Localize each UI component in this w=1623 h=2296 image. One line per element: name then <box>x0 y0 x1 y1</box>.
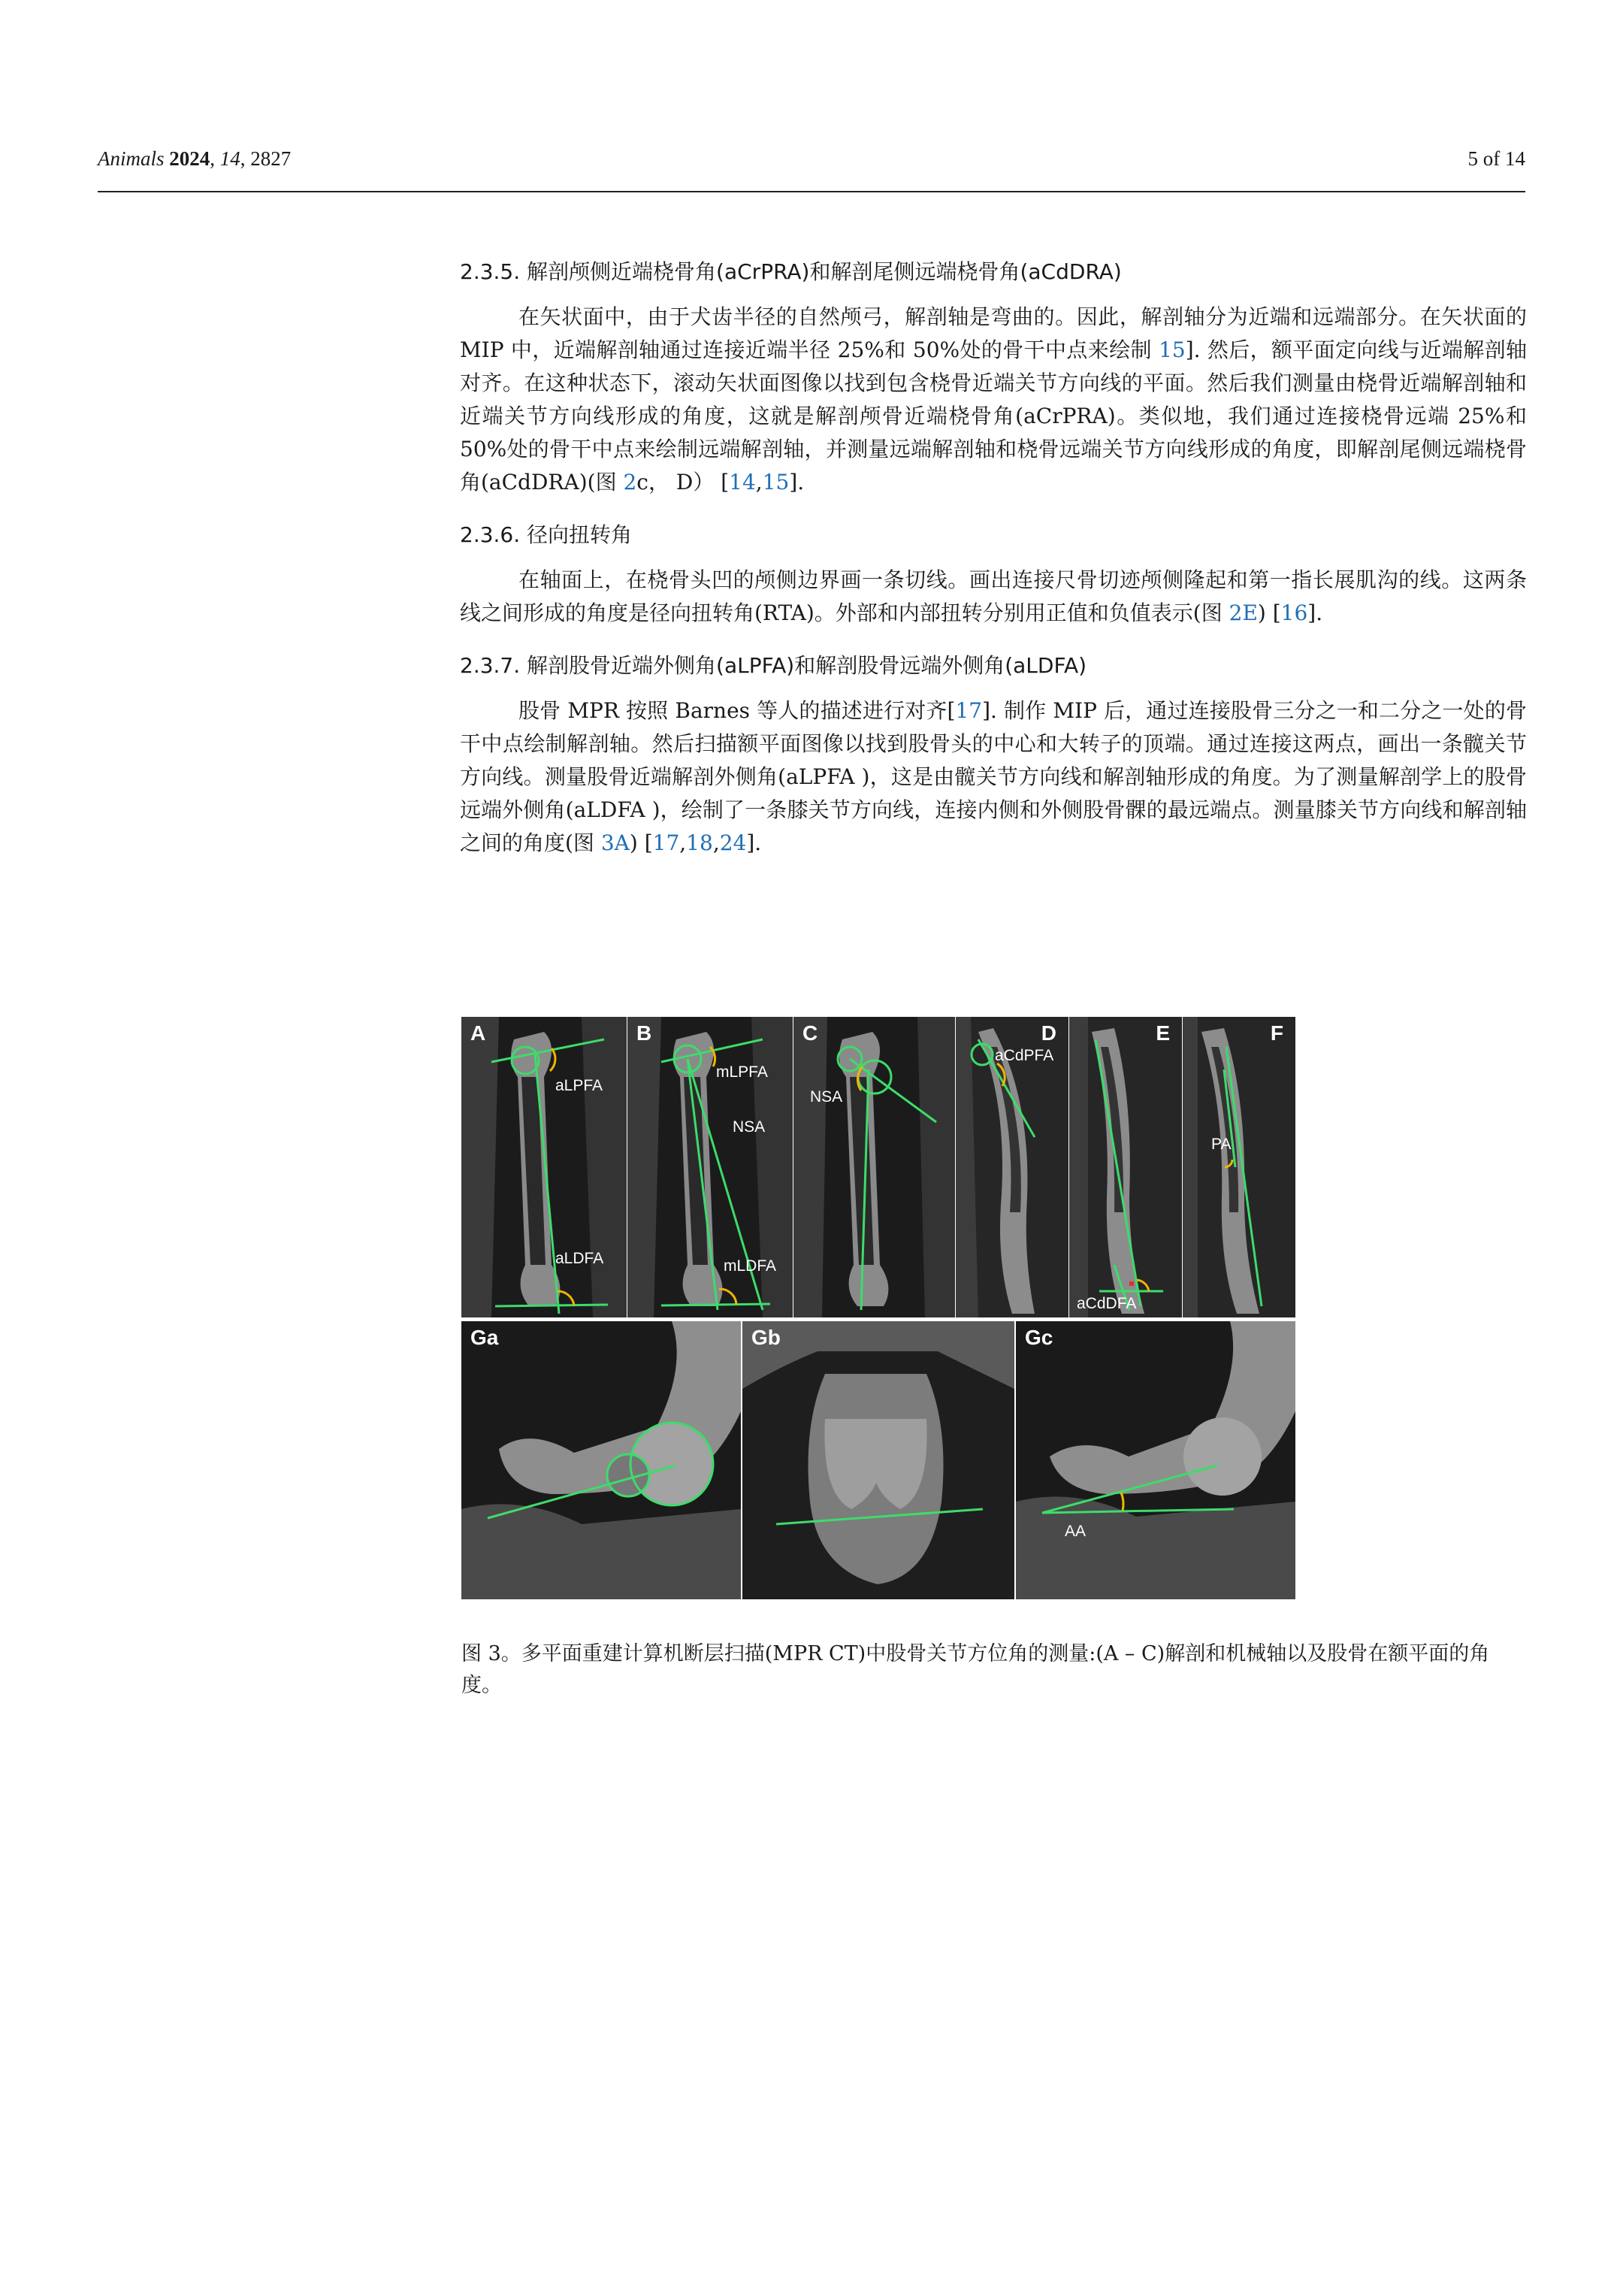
panel-gb-image <box>742 1321 1014 1599</box>
panel-label-f: F <box>1270 1021 1283 1045</box>
panel-label-ga: Ga <box>470 1326 499 1349</box>
panel-a-image <box>461 1017 627 1317</box>
panel-c <box>793 1017 955 1317</box>
panel-d <box>956 1017 1068 1317</box>
panel-label-d: D <box>1041 1021 1056 1045</box>
paragraph-text: , <box>712 830 720 855</box>
figure-3 <box>461 1017 1310 1611</box>
panel-f <box>1183 1017 1295 1317</box>
journal-name: Animals <box>98 147 165 170</box>
label-nsa-b: NSA <box>733 1118 766 1136</box>
citation-link[interactable]: 17 <box>955 698 983 723</box>
section-heading-2-3-6: 2.3.6. 径向扭转角 <box>460 522 633 547</box>
citation-link[interactable]: 15 <box>762 470 790 495</box>
paragraph-text: 在矢状面中，由于犬齿半径的自然颅弓，解剖轴是弯曲的。因此，解剖轴分为近端和远端部分。在矢状面的 MIP 中，近端解剖轴通过连接近端半径 25%和 50%处的骨干中点来绘制 <box>460 304 1527 362</box>
citation-link[interactable]: 2 <box>623 470 637 495</box>
label-mlpfa: mLPFA <box>716 1063 768 1081</box>
section-paragraph-2-3-7 <box>460 694 1527 860</box>
panel-label-e: E <box>1156 1021 1170 1045</box>
paragraph-text: , <box>755 470 763 495</box>
section-heading-2-3-7: 2.3.7. 解剖股骨近端外侧角(aLPFA)和解剖股骨远端外侧角(aLDFA) <box>460 653 1087 678</box>
figure-caption: 图 3。多平面重建计算机断层扫描(MPR CT)中股骨关节方位角的测量:(A – C)解剖和机械轴以及股骨在额平面的角度。 <box>461 1642 1490 1697</box>
label-acddfa: aCdDFA <box>1077 1295 1137 1312</box>
panel-b <box>627 1017 793 1317</box>
paragraph-text: ]. <box>746 830 762 855</box>
label-acdpfa: aCdPFA <box>995 1047 1054 1064</box>
article-number: 2827 <box>250 147 292 170</box>
paragraph-text: 在轴面上，在桡骨头凹的颅侧边界画一条切线。画出连接尺骨切迹颅侧隆起和第一指长展肌沟的线。这两条线之间形成的角度是径向扭转角(RTA)。外部和内部扭转分别用正值和负值表示(图 <box>460 567 1527 625</box>
label-pa: PA <box>1211 1136 1232 1153</box>
label-nsa-c: NSA <box>810 1088 843 1106</box>
panel-c-image <box>793 1017 955 1317</box>
citation-link[interactable]: 16 <box>1280 600 1308 625</box>
citation-link[interactable]: 18 <box>686 830 713 855</box>
panel-e <box>1069 1017 1182 1317</box>
citation-link[interactable]: 15 <box>1159 337 1186 362</box>
panel-gc-image <box>1016 1321 1295 1599</box>
panel-ga-image <box>461 1321 741 1599</box>
panel-label-gb: Gb <box>751 1326 781 1349</box>
paragraph-text: ]. 然后，额平面定向线与近端解剖轴对齐。在这种状态下，滚动矢状面图像以找到包含桡骨近端关节方向线的平面。然后我们测量由桡骨近端解剖轴和近端关节方向线形成的角度，这就是解剖颅骨近端桡骨角(aCrPRA)。类似地，我们通过连接桡骨远端 25%和 50%处的骨干中点来绘制远端解剖轴，并测量远端解剖轴和桡骨远端关节方向线形成的角度，即解剖尾侧远端桡骨角(aCdDRA)(图 <box>460 337 1527 495</box>
paragraph-text: ]. 制作 MIP 后，通过连接股骨三分之一和二分之一处的骨干中点绘制解剖轴。然后扫描额平面图像以找到股骨头的中心和大转子的顶端。通过连接这两点，画出一条髋关节方向线。测量股骨近端解剖外侧角(aLPFA )，这是由髋关节方向线和解剖轴形成的角度。为了测量解剖学上的股骨远端外侧角(aLDFA )，绘制了一条膝关节方向线，连接内侧和外侧股骨髁的最远端点。测量膝关节方向线和解剖轴之间的角度(图 <box>460 698 1527 855</box>
citation-link[interactable]: 14 <box>729 470 756 495</box>
section-paragraph-2-3-5 <box>460 301 1527 499</box>
header-rule <box>98 191 1525 192</box>
label-alpfa: aLPFA <box>555 1077 603 1094</box>
paragraph-text: ) [ <box>629 830 653 855</box>
label-aldfa: aLDFA <box>555 1250 604 1267</box>
journal-year: 2024 <box>169 147 210 170</box>
panel-gb <box>742 1321 1014 1599</box>
panel-label-b: B <box>636 1021 652 1045</box>
running-header <box>98 147 1525 177</box>
journal-volume: 14 <box>219 147 240 170</box>
paragraph-text: c， D） [ <box>636 470 730 495</box>
article-body <box>460 256 1527 879</box>
panel-gc <box>1016 1321 1295 1599</box>
paragraph-text: ]. <box>1307 600 1323 625</box>
label-mldfa: mLDFA <box>724 1257 777 1275</box>
panel-f-image <box>1183 1017 1295 1317</box>
page-number: 5 of 14 <box>1467 147 1525 170</box>
section-paragraph-2-3-6 <box>460 564 1527 630</box>
journal-citation: Animals 2024, 14, 2827 <box>98 147 292 170</box>
paragraph-text: 股骨 MPR 按照 Barnes 等人的描述进行对齐[ <box>518 698 956 723</box>
panel-label-c: C <box>802 1021 818 1045</box>
paragraph-text: ) [ <box>1257 600 1281 625</box>
citation-link[interactable]: 3A <box>600 830 630 855</box>
paragraph-text: , <box>679 830 687 855</box>
citation-link[interactable]: 17 <box>652 830 680 855</box>
panel-label-a: A <box>470 1021 486 1045</box>
citation-link[interactable]: 24 <box>719 830 747 855</box>
label-aa: AA <box>1065 1523 1087 1540</box>
panel-e-image <box>1069 1017 1182 1317</box>
paragraph-text: ]. <box>789 470 805 495</box>
section-heading-2-3-5: 2.3.5. 解剖颅侧近端桡骨角(aCrPRA)和解剖尾侧远端桡骨角(aCdDRA) <box>460 259 1122 284</box>
panel-ga <box>461 1321 741 1599</box>
citation-link[interactable]: 2E <box>1229 600 1258 625</box>
panel-a <box>461 1017 627 1317</box>
panel-label-gc: Gc <box>1025 1326 1053 1349</box>
